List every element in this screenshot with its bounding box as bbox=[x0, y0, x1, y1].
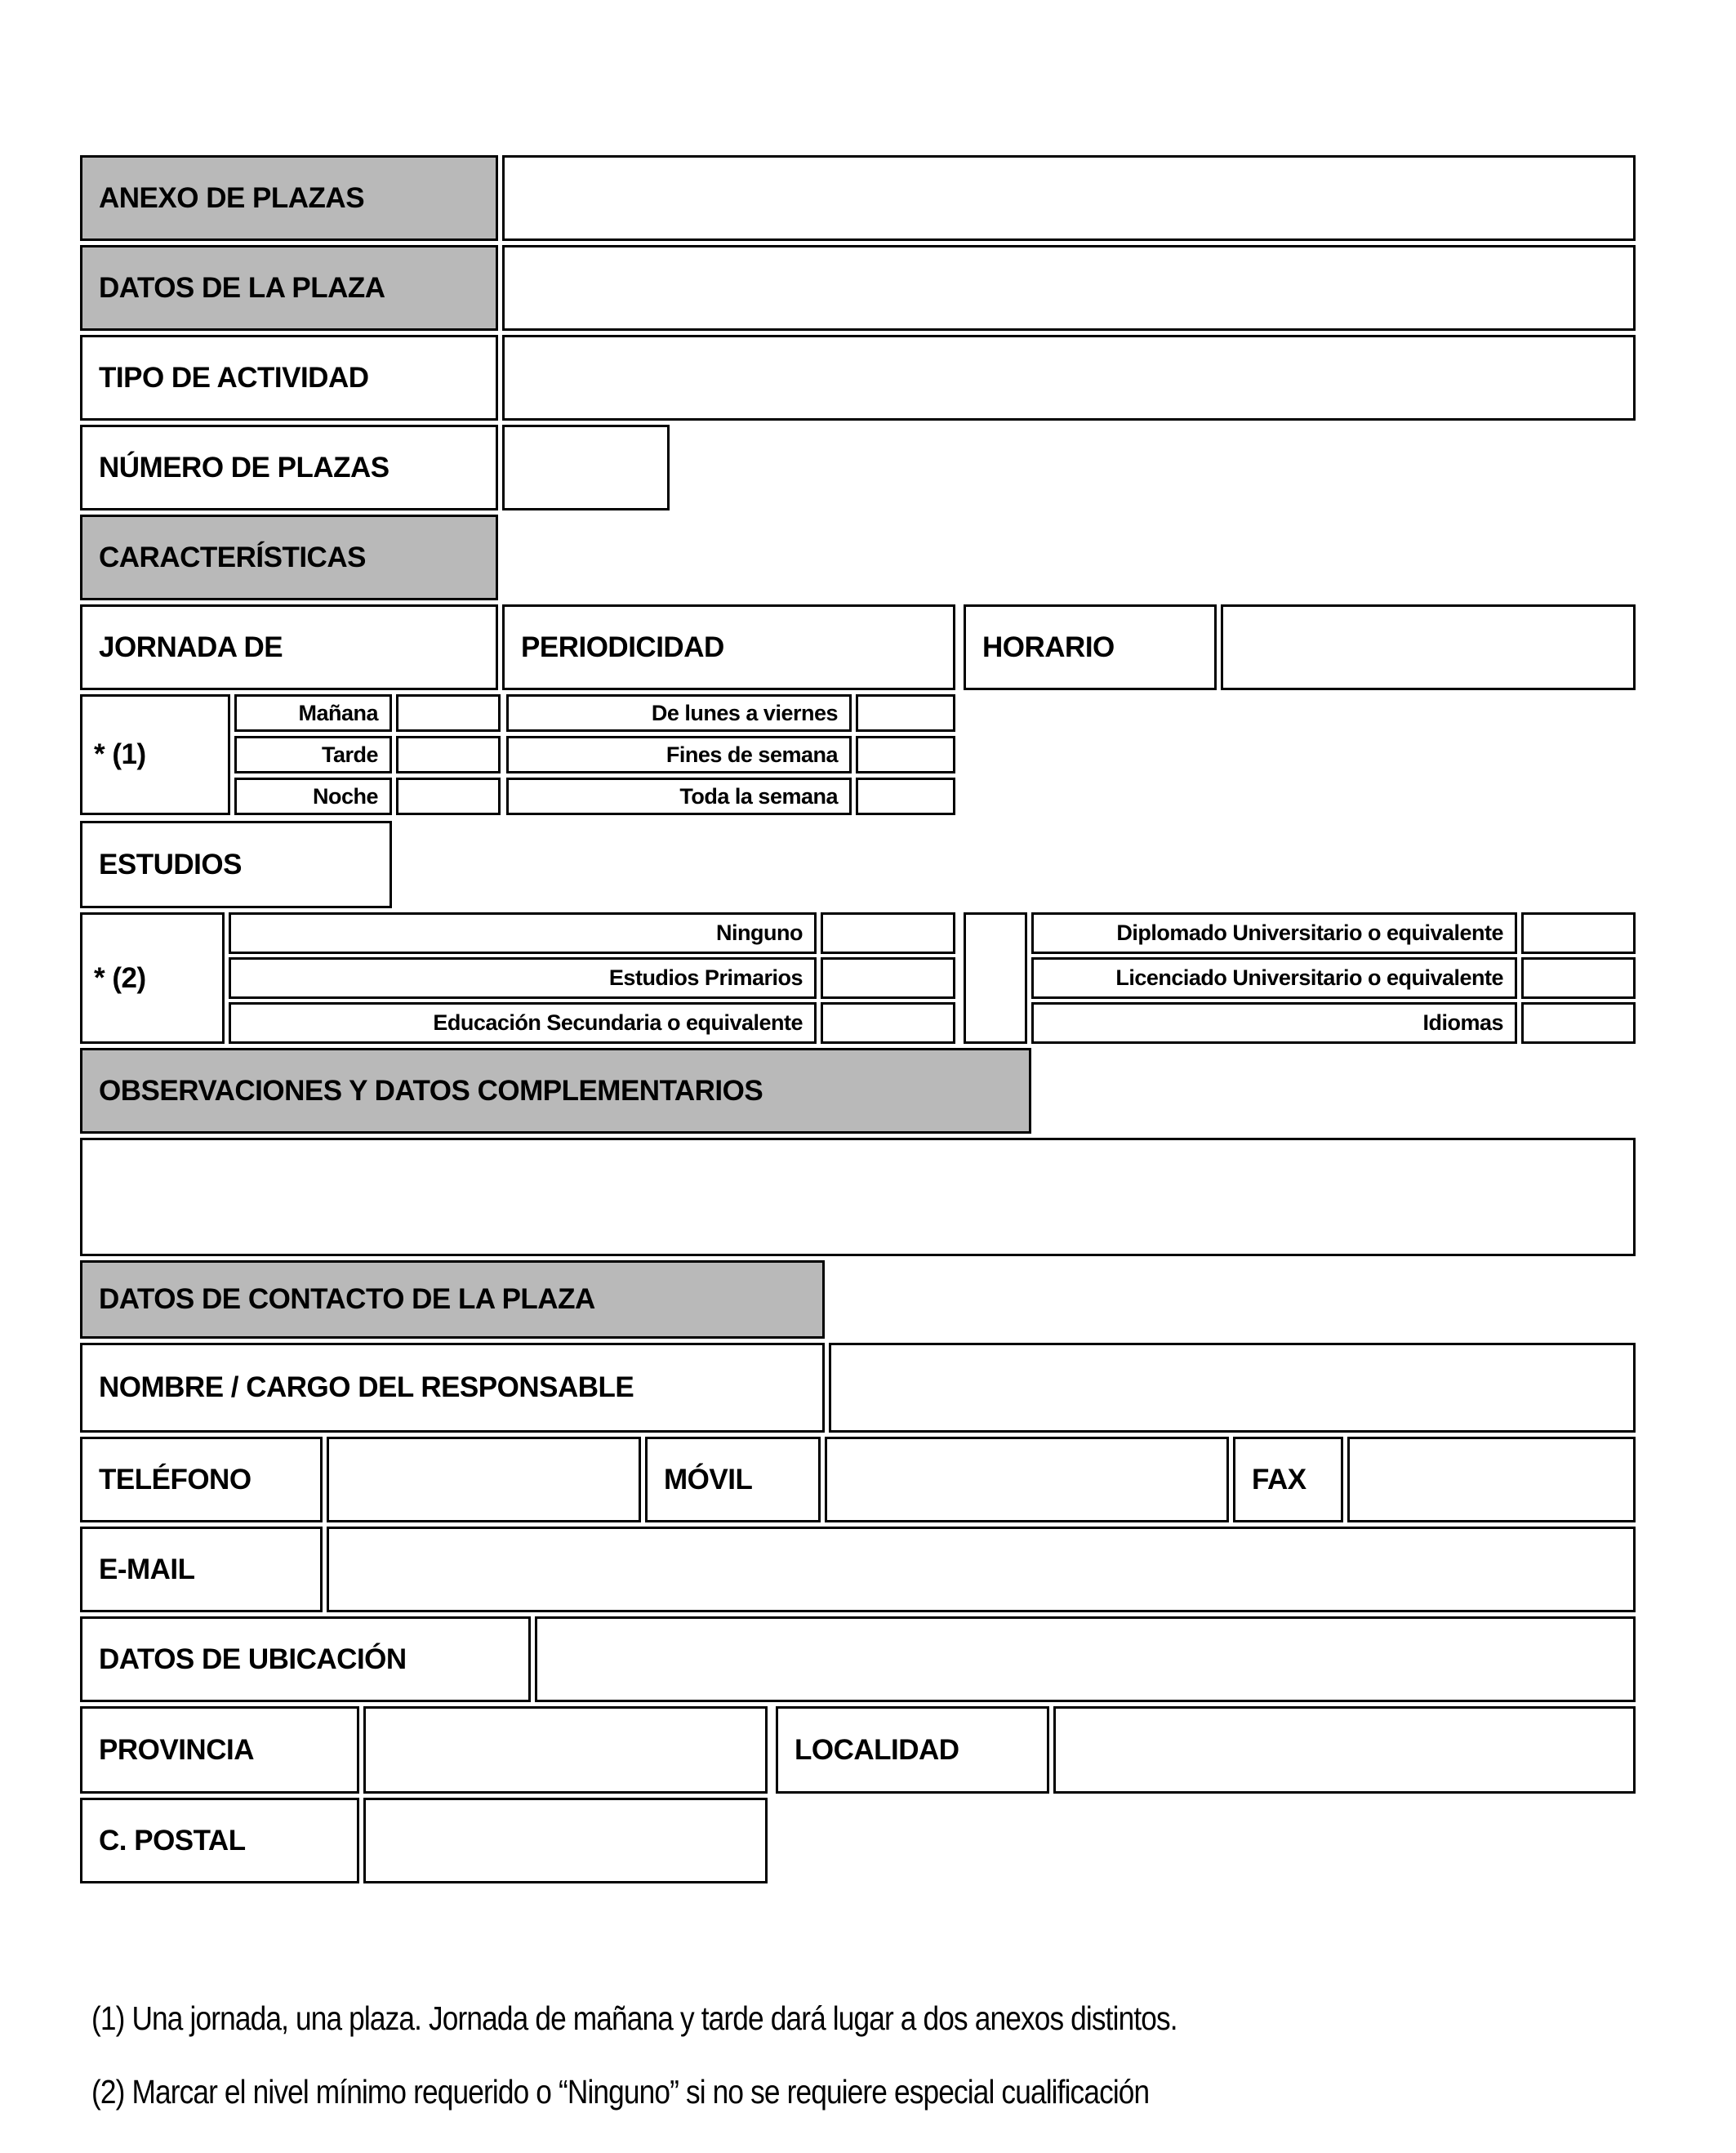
localidad-field[interactable] bbox=[1053, 1706, 1636, 1794]
localidad-label: LOCALIDAD bbox=[776, 1706, 1049, 1794]
opcion-tarde-checkbox[interactable] bbox=[396, 736, 501, 773]
opcion-noche-checkbox[interactable] bbox=[396, 778, 501, 815]
provincia-label: PROVINCIA bbox=[80, 1706, 359, 1794]
opcion-toda-semana-checkbox[interactable] bbox=[856, 778, 955, 815]
fax-field[interactable] bbox=[1347, 1437, 1636, 1522]
numero-plazas-label: NÚMERO DE PLAZAS bbox=[80, 425, 498, 510]
opcion-manana-label: Mañana bbox=[234, 694, 392, 732]
nombre-cargo-field[interactable] bbox=[829, 1343, 1636, 1433]
c-postal-field[interactable] bbox=[363, 1798, 768, 1883]
section-header-observaciones: OBSERVACIONES Y DATOS COMPLEMENTARIOS bbox=[80, 1048, 1031, 1134]
opcion-ninguno-label: Ninguno bbox=[229, 912, 817, 954]
section-header-datos-plaza: DATOS DE LA PLAZA bbox=[80, 245, 498, 331]
opcion-toda-semana-label: Toda la semana bbox=[506, 778, 852, 815]
opcion-manana-checkbox[interactable] bbox=[396, 694, 501, 732]
section-header-caracteristicas: CARACTERÍSTICAS bbox=[80, 515, 498, 600]
telefono-label: TELÉFONO bbox=[80, 1437, 323, 1522]
opcion-lunes-viernes-checkbox[interactable] bbox=[856, 694, 955, 732]
jornada-de-label: JORNADA DE bbox=[80, 604, 498, 690]
opcion-licenciado-checkbox[interactable] bbox=[1521, 957, 1636, 999]
opcion-diplomado-label: Diplomado Universitario o equivalente bbox=[1031, 912, 1517, 954]
email-label: E-MAIL bbox=[80, 1527, 323, 1612]
ref2-label: * (2) bbox=[80, 912, 225, 1044]
datos-ubicacion-field[interactable] bbox=[535, 1616, 1636, 1702]
section-header-datos-contacto: DATOS DE CONTACTO DE LA PLAZA bbox=[80, 1260, 825, 1339]
numero-plazas-field[interactable] bbox=[502, 425, 670, 510]
opcion-fines-semana-checkbox[interactable] bbox=[856, 736, 955, 773]
datos-plaza-value-field[interactable] bbox=[502, 245, 1636, 331]
opcion-licenciado-label: Licenciado Universitario o equivalente bbox=[1031, 957, 1517, 999]
opcion-ninguno-checkbox[interactable] bbox=[821, 912, 955, 954]
anexo-de-plazas-form bbox=[80, 155, 1636, 1887]
movil-field[interactable] bbox=[825, 1437, 1229, 1522]
estudios-spacer-cell bbox=[964, 912, 1027, 1044]
ref1-label: * (1) bbox=[80, 694, 230, 815]
opcion-primarios-checkbox[interactable] bbox=[821, 957, 955, 999]
opcion-idiomas-checkbox[interactable] bbox=[1521, 1002, 1636, 1044]
email-field[interactable] bbox=[327, 1527, 1636, 1612]
tipo-actividad-label: TIPO DE ACTIVIDAD bbox=[80, 335, 498, 421]
opcion-primarios-label: Estudios Primarios bbox=[229, 957, 817, 999]
opcion-lunes-viernes-label: De lunes a viernes bbox=[506, 694, 852, 732]
section-header-datos-ubicacion: DATOS DE UBICACIÓN bbox=[80, 1616, 531, 1702]
opcion-idiomas-label: Idiomas bbox=[1031, 1002, 1517, 1044]
telefono-field[interactable] bbox=[327, 1437, 641, 1522]
horario-label: HORARIO bbox=[964, 604, 1217, 690]
opcion-tarde-label: Tarde bbox=[234, 736, 392, 773]
footnote-2: (2) Marcar el nivel mínimo requerido o “Ninguno” si no se requiere especial cualificación bbox=[91, 2073, 1150, 2111]
fax-label: FAX bbox=[1233, 1437, 1343, 1522]
footnote-1: (1) Una jornada, una plaza. Jornada de mañana y tarde dará lugar a dos anexos distintos. bbox=[91, 1999, 1177, 2037]
provincia-field[interactable] bbox=[363, 1706, 768, 1794]
periodicidad-label: PERIODICIDAD bbox=[502, 604, 955, 690]
observaciones-field[interactable] bbox=[80, 1138, 1636, 1256]
tipo-actividad-field[interactable] bbox=[502, 335, 1636, 421]
opcion-noche-label: Noche bbox=[234, 778, 392, 815]
nombre-cargo-label: NOMBRE / CARGO DEL RESPONSABLE bbox=[80, 1343, 825, 1433]
anexo-value-field[interactable] bbox=[502, 155, 1636, 241]
section-header-anexo: ANEXO DE PLAZAS bbox=[80, 155, 498, 241]
opcion-secundaria-label: Educación Secundaria o equivalente bbox=[229, 1002, 817, 1044]
opcion-secundaria-checkbox[interactable] bbox=[821, 1002, 955, 1044]
movil-label: MÓVIL bbox=[645, 1437, 821, 1522]
opcion-diplomado-checkbox[interactable] bbox=[1521, 912, 1636, 954]
horario-field[interactable] bbox=[1221, 604, 1636, 690]
opcion-fines-semana-label: Fines de semana bbox=[506, 736, 852, 773]
c-postal-label: C. POSTAL bbox=[80, 1798, 359, 1883]
estudios-label: ESTUDIOS bbox=[80, 821, 392, 908]
